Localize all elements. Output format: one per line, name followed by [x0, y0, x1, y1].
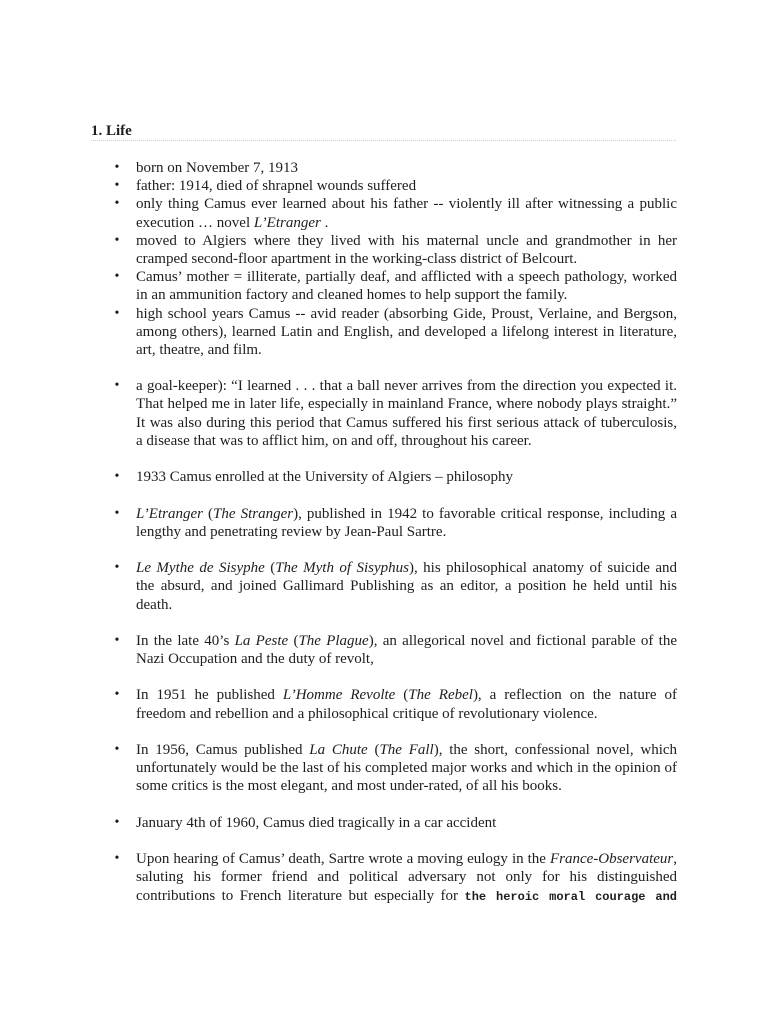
italic-title: L’Homme Revolte: [282, 687, 396, 704]
text-run: unfortunately would be the last of his completed major works and which in the opinion of: [136, 760, 677, 777]
text-run: ), a reflection on the nature of: [472, 687, 677, 704]
section-heading: 1. Life: [91, 122, 676, 141]
text-line: [136, 850, 677, 868]
text-run: ), an allegorical novel and fictional parable of the: [368, 632, 678, 649]
text-line: [136, 286, 677, 304]
text-line: [136, 577, 677, 595]
text-run: some critics is the most elegant, and most under-rated, of all his books.: [136, 778, 562, 795]
list-item: [114, 305, 677, 360]
list-item: [114, 195, 677, 231]
text-line: [136, 468, 677, 486]
text-run: among others), learned Latin and English, and developed a lifelong interest in literature,: [136, 323, 677, 340]
text-line: [136, 686, 677, 704]
text-line: [136, 596, 677, 614]
bullet-icon: •: [114, 269, 120, 285]
text-line: [136, 377, 677, 395]
italic-title: The Fall: [379, 742, 434, 758]
text-run: a disease that was to afflict him, on and off, throughout his career.: [136, 432, 532, 449]
text-run: (: [395, 687, 409, 704]
text-run: high school years Camus -- avid reader (absorbing Gide, Proust, Verlaine, and Bergson,: [136, 305, 677, 322]
text-run: ), the short, confessional novel, which: [433, 742, 678, 758]
text-run: Camus’ mother = illiterate, partially deaf, and afflicted with a speech pathology, worked: [136, 269, 677, 286]
list-item: [114, 850, 677, 905]
italic-title: Le Mythe de Sisyphe: [136, 560, 265, 577]
text-line: [136, 650, 677, 668]
text-line: [136, 214, 677, 232]
text-line: [136, 250, 677, 268]
text-run: contributions to French literature but especially for: [136, 887, 465, 904]
bullet-icon: •: [114, 687, 120, 703]
italic-title: L’Etranger: [253, 214, 321, 231]
text-run: ,: [673, 851, 677, 868]
text-line: [136, 632, 677, 650]
bullet-list: [114, 159, 678, 905]
text-run: moved to Algiers where they lived with his maternal uncle and grandmother in her: [136, 232, 677, 249]
text-line: [136, 232, 677, 250]
bullet-icon: •: [114, 742, 120, 757]
italic-title: La Chute: [309, 742, 368, 758]
text-run: ), published in 1942 to favorable critical response, including a: [293, 505, 678, 522]
list-item: [114, 686, 677, 722]
list-item: [114, 468, 677, 486]
text-run: cramped second-floor apartment in the working-class district of Belcourt.: [136, 250, 578, 267]
list-item: [114, 741, 678, 796]
bullet-icon: •: [114, 196, 120, 212]
text-line: [136, 759, 677, 777]
text-run: That helped me in later life, especially in mainland France, where nobody plays straight.”: [136, 396, 677, 413]
text-run: death.: [136, 596, 173, 613]
text-run: January 4th of 1960, Camus died tragically in a car accident: [136, 814, 497, 831]
text-line: [136, 323, 677, 341]
text-run: In the late 40’s: [136, 632, 235, 649]
bullet-icon: •: [114, 851, 120, 867]
text-run: father: 1914, died of shrapnel wounds suffered: [136, 178, 417, 195]
bold-text: the heroic moral courage and: [464, 889, 677, 904]
text-run: lengthy and penetrating review by Jean-Paul Sartre.: [136, 523, 447, 540]
italic-title: The Stranger: [213, 505, 294, 522]
text-line: [136, 268, 677, 286]
text-line: [136, 777, 677, 795]
text-run: a goal-keeper): “I learned . . . that a ball never arrives from the direction you expected it.: [136, 378, 677, 395]
text-line: [136, 159, 677, 177]
text-run: saluting his former friend and political adversary not only for his distinguished: [136, 869, 677, 886]
text-line: [136, 177, 677, 195]
bullet-icon: •: [114, 469, 120, 485]
text-run: (: [264, 560, 276, 577]
text-run: execution … novel: [136, 214, 254, 231]
text-line: [136, 868, 677, 886]
bullet-icon: •: [114, 814, 120, 830]
text-line: [136, 705, 677, 723]
list-item: [114, 177, 677, 195]
text-run: (: [202, 505, 214, 522]
text-line: [136, 505, 677, 523]
text-line: [136, 559, 677, 577]
text-run: Nazi Occupation and the duty of revolt,: [136, 651, 374, 668]
text-line: [136, 814, 677, 832]
italic-title: The Rebel: [408, 687, 473, 704]
list-item: [114, 632, 678, 668]
list-item: [114, 559, 677, 614]
text-line: [136, 741, 677, 759]
text-line: [136, 341, 677, 359]
italic-title: France-Observateur: [549, 851, 674, 868]
text-line: [136, 887, 677, 905]
list-item: [114, 505, 678, 541]
text-run: art, theatre, and film.: [136, 341, 262, 358]
bullet-icon: •: [114, 632, 120, 648]
list-item: [114, 232, 677, 268]
text-run: freedom and rebellion and a philosophical critique of revolutionary violence.: [136, 705, 598, 722]
bullet-icon: •: [114, 232, 120, 248]
text-line: [136, 523, 677, 541]
text-run: In 1951 he published: [136, 687, 283, 704]
bullet-icon: •: [114, 178, 120, 194]
text-line: [136, 395, 677, 413]
text-run: ), his philosophical anatomy of suicide and: [409, 560, 677, 577]
italic-title: La Peste: [234, 632, 289, 649]
italic-title: The Myth of Sisyphus: [275, 560, 409, 577]
bullet-icon: •: [114, 560, 120, 576]
text-run: the absurd, and joined Gallimard Publishing as an editor, a position he held until his: [136, 578, 677, 595]
text-run: born on November 7, 1913: [136, 160, 299, 176]
text-run: only thing Camus ever learned about his father -- violently ill after witnessing a public: [136, 196, 677, 213]
text-run: Upon hearing of Camus’ death, Sartre wrote a moving eulogy in the: [136, 851, 550, 868]
italic-title: The Plague: [298, 632, 369, 649]
list-item: [114, 377, 677, 450]
text-run: (: [288, 632, 299, 649]
italic-title: L’Etranger: [136, 505, 203, 522]
bullet-icon: •: [114, 160, 120, 175]
list-item: [114, 159, 677, 177]
text-line: [136, 195, 677, 213]
text-run: in an ammunition factory and cleaned homes to help support the family.: [136, 287, 568, 304]
text-run: .: [320, 214, 329, 231]
text-line: [136, 305, 677, 323]
bullet-icon: •: [114, 505, 120, 521]
text-run: In 1956, Camus published: [136, 742, 310, 758]
list-item: [114, 814, 677, 832]
text-line: [136, 432, 677, 450]
text-run: (: [367, 742, 380, 758]
text-run: It was also during this period that Camus suffered his first serious attack of tuberculosis,: [136, 414, 677, 431]
list-item: [114, 268, 677, 304]
text-run: 1933 Camus enrolled at the University of Algiers – philosophy: [136, 469, 514, 486]
text-line: [136, 414, 677, 432]
bullet-icon: •: [114, 378, 120, 394]
bullet-icon: •: [114, 305, 120, 321]
